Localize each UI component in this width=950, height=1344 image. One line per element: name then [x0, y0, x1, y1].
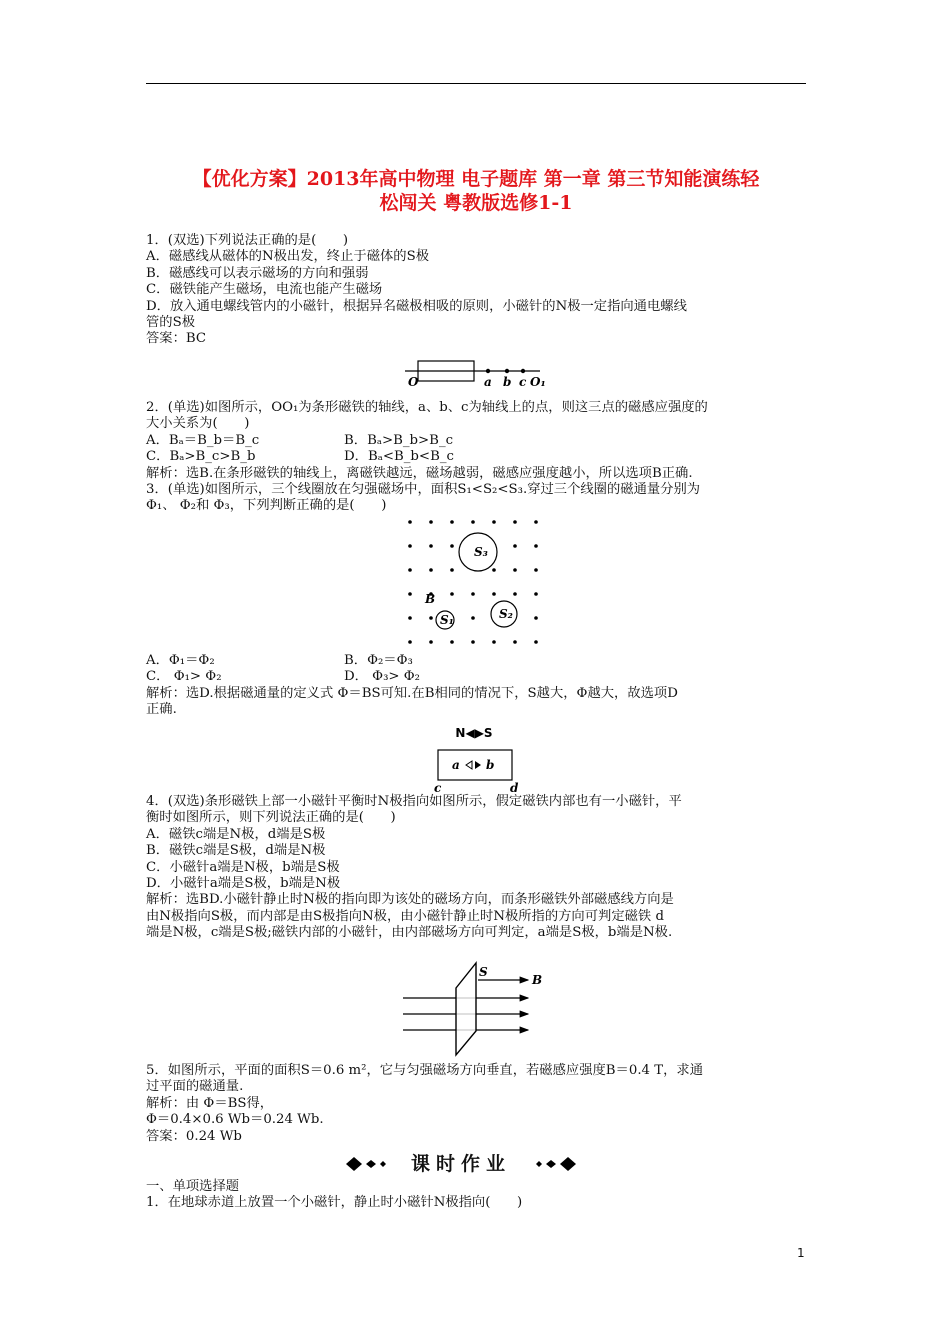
label-b: B [425, 592, 436, 606]
figure-bar-magnet-axis [400, 358, 560, 390]
field-dot [450, 640, 454, 644]
q3-stem-line1: 3．(单选)如图所示，三个线圈放在匀强磁场中，面积S₁<S₂<S₃.穿过三个线圈的磁通量分别为 [146, 482, 701, 498]
label-b: B [532, 973, 543, 987]
field-dots [408, 520, 538, 644]
field-dot [429, 568, 433, 572]
q3-option-a: A．Φ₁＝Φ₂ [146, 653, 215, 668]
q4-analysis-line3: 端是N极，c端是S极;磁铁内部的小磁针，由内部磁场方向可判定，a端是S极，b端是N极. [146, 925, 673, 941]
label-b: b [503, 375, 512, 389]
homework-section [146, 1179, 816, 1212]
point-a [486, 369, 490, 373]
field-dot [429, 544, 433, 548]
banner-title: 课时作业 [410, 1153, 511, 1175]
q3-options-cd [146, 669, 816, 685]
q2-option-c: C．Bₐ>B_c>B_b [146, 449, 256, 465]
field-dot [450, 544, 454, 548]
q1-option-d-line1: D．放入通电螺线管内的小磁针，根据异名磁极相吸的原则，小磁针的N极一定指向通电螺线 [146, 298, 687, 314]
question-4 [146, 794, 816, 942]
question-3-options [146, 653, 816, 719]
q2-option-b: B．Bₐ>B_b>B_c [344, 432, 454, 448]
field-dot [534, 616, 538, 620]
document-title-line2: 松闯关 粤教版选修1-1 [379, 192, 573, 214]
field-dot [408, 616, 412, 620]
q2-option-d: D．Bₐ<B_b<B_c [344, 449, 454, 465]
field-dot [429, 616, 433, 620]
q4-option-a: A．磁铁c端是N极，d端是S极 [146, 826, 326, 842]
field-dot [513, 520, 517, 524]
header-rule [146, 83, 806, 84]
label-o1: O₁ [530, 375, 546, 389]
q3-analysis-line1: 解析：选D.根据磁通量的定义式 Φ＝BS可知.在B相同的情况下，S越大，Φ越大，故选项D [146, 685, 678, 701]
figure-plane-in-field [398, 958, 548, 1058]
q5-answer: 答案：0.24 Wb [146, 1128, 242, 1144]
label-c: c [434, 781, 442, 795]
document-title-line1: 【优化方案】2013年高中物理 电子题库 第一章 第三节知能演练轻 [192, 168, 760, 190]
question-1 [146, 233, 816, 348]
field-dot [513, 568, 517, 572]
field-dot [513, 640, 517, 644]
q4-option-b: B．磁铁c端是S极，d端是N极 [146, 843, 326, 859]
field-dot [534, 592, 538, 596]
needle-right [475, 761, 481, 769]
field-dot [471, 520, 475, 524]
q4-option-d: D．小磁针a端是S极，b端是N极 [146, 876, 341, 892]
point-b [505, 369, 509, 373]
q2-options-cd [146, 449, 816, 465]
label-a: a [452, 758, 460, 772]
q3-analysis-line2: 正确. [146, 702, 177, 718]
question-5 [146, 1063, 816, 1145]
field-dot [534, 640, 538, 644]
field-dot [450, 568, 454, 572]
q1-answer: 答案：BC [146, 331, 207, 347]
label-a: a [484, 375, 492, 389]
q2-analysis: 解析：选B.在条形磁铁的轴线上，离磁铁越远，磁场越弱，磁感应强度越小，所以选项B正确. [146, 465, 693, 481]
figure-magnetic-field-coils [398, 514, 548, 650]
field-dot [450, 520, 454, 524]
q1-option-a: A．磁感线从磁体的N极出发，终止于磁体的S极 [146, 249, 429, 265]
field-dot [408, 568, 412, 572]
q3-option-b: B．Φ₂＝Φ₃ [344, 653, 413, 668]
top-compass-label: N◀▶S [455, 726, 493, 740]
field-dot [492, 640, 496, 644]
field-dot [534, 568, 538, 572]
figure-magnet-compass [424, 724, 524, 796]
field-dot [429, 640, 433, 644]
label-o: O [408, 375, 419, 389]
question-2 [146, 400, 816, 515]
homework-banner [346, 1152, 576, 1176]
q5-analysis-line2: Φ＝0.4×0.6 Wb＝0.24 Wb. [146, 1112, 324, 1128]
q3-option-d: D． Φ₃> Φ₂ [344, 669, 421, 685]
plane-s [456, 963, 476, 1055]
label-c: c [519, 375, 527, 389]
field-dot [471, 592, 475, 596]
q3-options-ab [146, 653, 816, 669]
q2-options-ab [146, 433, 816, 449]
q5-stem-line2: 过平面的磁通量. [146, 1079, 244, 1095]
point-c [521, 369, 525, 373]
label-s3: S₃ [474, 545, 488, 559]
q5-analysis-line1: 解析：由 Φ＝BS得， [146, 1095, 274, 1111]
q3-option-c: C． Φ₁> Φ₂ [146, 669, 222, 685]
q2-stem-line2: 大小关系为( ) [146, 416, 250, 432]
q1-option-b: B．磁感线可以表示磁场的方向和强弱 [146, 265, 369, 281]
field-dot [492, 592, 496, 596]
q1-option-c: C．磁铁能产生磁场，电流也能产生磁场 [146, 282, 383, 298]
q4-analysis-line1: 解析：选BD.小磁针静止时N极的指向即为该处的磁场方向，而条形磁铁外部磁感线方向是 [146, 892, 674, 908]
section-heading: 一、单项选择题 [146, 1179, 240, 1194]
q5-stem-line1: 5．如图所示，平面的面积S＝0.6 m²，它与匀强磁场方向垂直，若磁感应强度B＝0.4 T，求通 [146, 1063, 703, 1078]
q4-option-c: C．小磁针a端是N极，b端是S极 [146, 859, 340, 875]
field-dot [534, 544, 538, 548]
field-dot [513, 592, 517, 596]
q4-stem-line1: 4．(双选)条形磁铁上部一小磁针平衡时N极指向如图所示，假定磁铁内部也有一小磁针，平 [146, 794, 682, 809]
label-d: d [510, 781, 519, 795]
field-dot [408, 640, 412, 644]
q4-analysis-line2: 由N极指向S极，而内部是由S极指向N极，由小磁针静止时N极所指的方向可判定磁铁 d [146, 908, 664, 924]
label-s1: S₁ [440, 613, 454, 627]
field-dot [513, 544, 517, 548]
label-s2: S₂ [499, 607, 513, 621]
q1-stem: 1．(双选)下列说法正确的是( ) [146, 233, 349, 248]
label-s: S [479, 965, 488, 979]
field-dot [492, 568, 496, 572]
q3-stem-line2: Φ₁、 Φ₂和 Φ₃，下列判断正确的是( ) [146, 498, 387, 514]
q2-stem-line1: 2．(单选)如图所示，OO₁为条形磁铁的轴线，a、b、c为轴线上的点，则这三点的磁感应强度的 [146, 400, 708, 415]
field-dot [492, 520, 496, 524]
section-question-1: 1．在地球赤道上放置一个小磁针，静止时小磁针N极指向( ) [146, 1195, 523, 1211]
q2-option-a: A．Bₐ＝B_b＝B_c [146, 432, 260, 448]
q4-stem-line2: 衡时如图所示，则下列说法正确的是( ) [146, 810, 396, 826]
field-dot [408, 520, 412, 524]
q1-option-d-line2: 管的S极 [146, 315, 195, 331]
field-dot [408, 544, 412, 548]
page-number: 1 [797, 1246, 805, 1260]
needle-left [466, 761, 472, 769]
field-dot [471, 616, 475, 620]
field-dot [471, 640, 475, 644]
field-dot [450, 592, 454, 596]
field-dot [534, 520, 538, 524]
field-dot [408, 592, 412, 596]
label-b: b [486, 758, 495, 772]
field-dot [429, 520, 433, 524]
